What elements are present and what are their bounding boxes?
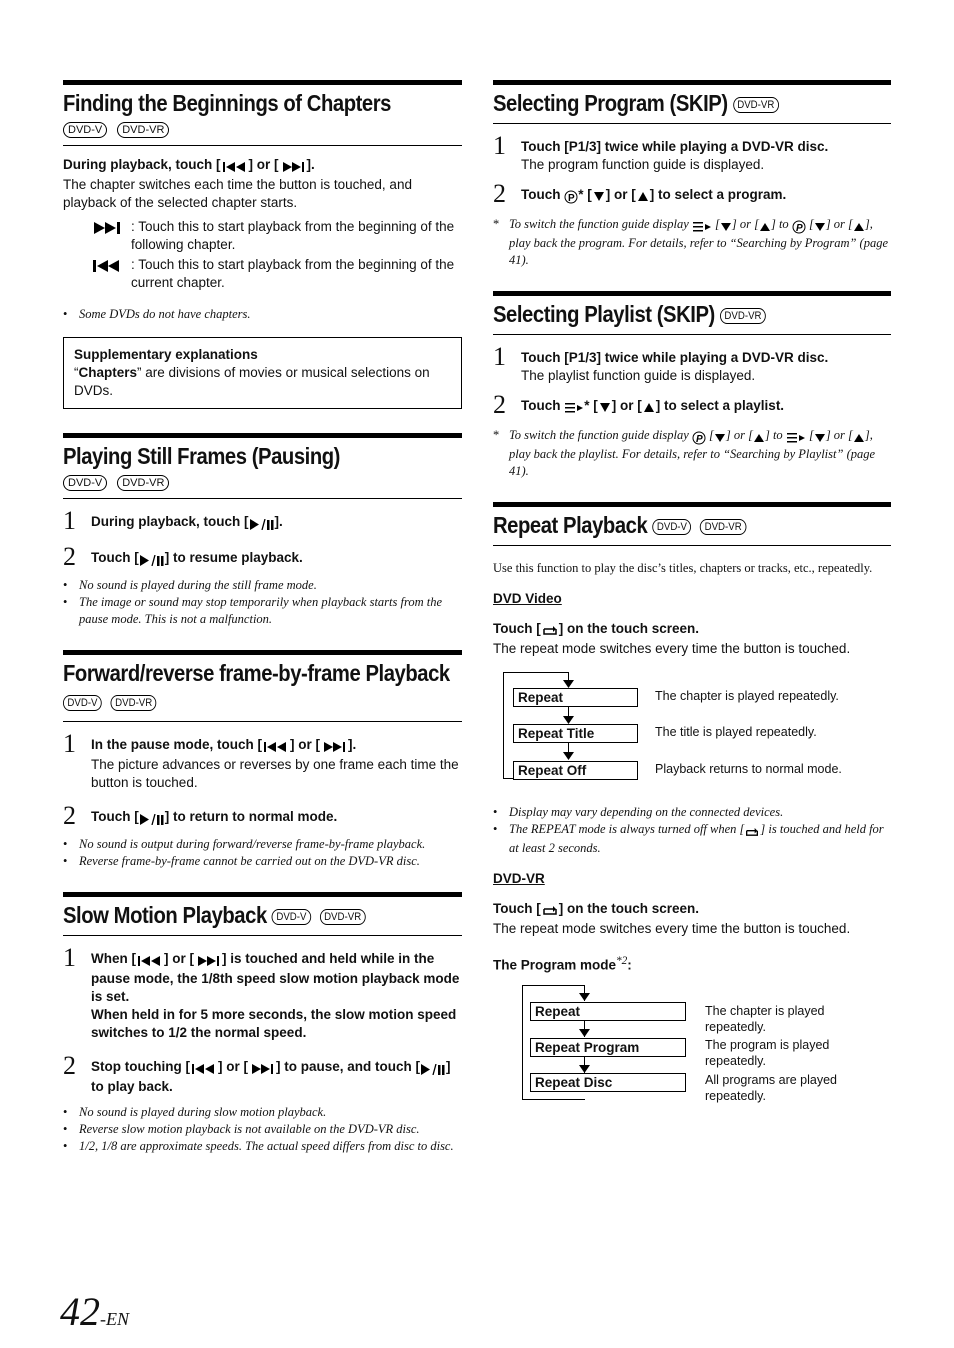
- badge-dvd-v: DVD-V: [63, 695, 102, 711]
- note-item: • 1/2, 1/8 are approximate speeds. The actual speed differs from disc to disc.: [63, 1139, 454, 1153]
- step-2: 2 Touch [ ] to return to normal mode.: [63, 801, 338, 830]
- up-arrow-icon: [853, 429, 865, 446]
- p-icon: [564, 188, 578, 206]
- p-icon: [692, 429, 706, 446]
- subhead-dvd-vr: DVD-VR: [493, 871, 545, 886]
- step-number: 1: [63, 729, 76, 758]
- step-1: [493, 131, 891, 174]
- down-arrow-icon: [714, 429, 726, 446]
- note-item: • Reverse slow motion playback is not available on the DVD-VR disc.: [63, 1122, 420, 1136]
- repeat-flow-dvd-video: [493, 672, 891, 790]
- mode-repeat: Repeat: [513, 688, 638, 707]
- badge-dvd-v: DVD-V: [63, 122, 107, 138]
- section-header: [63, 433, 462, 499]
- step-sub: The picture advances or reverses by one frame each time the button is touched.: [91, 757, 459, 790]
- svg-text:P: P: [568, 193, 575, 205]
- page-number: 42-EN: [60, 1289, 129, 1334]
- repeat-icon: [541, 902, 559, 920]
- lead-instruction: [63, 156, 462, 176]
- mode-desc: The title is played repeatedly.: [655, 725, 817, 739]
- step-2: 2 Touch [ ] to resume playback.: [63, 542, 303, 571]
- badge-dvd-vr: DVD-VR: [733, 97, 779, 113]
- down-arrow-icon: [598, 399, 612, 417]
- up-arrow-icon: [853, 218, 865, 235]
- arrow-down-icon: [563, 752, 574, 760]
- next-icon: [248, 1060, 276, 1078]
- step-number: 1: [63, 506, 76, 535]
- section-header: [63, 80, 462, 146]
- section-header: [63, 892, 462, 936]
- next-icon: [93, 219, 123, 237]
- repeat-flow-program-mode: [493, 985, 891, 1111]
- note-item: • Reverse frame-by-frame cannot be carried out on the DVD-VR disc.: [63, 854, 420, 868]
- badge-dvd-vr: DVD-VR: [320, 909, 366, 925]
- step-1: 1 When [ ] or [ ] is touched and held while in the pause mode, the 1/8th speed slow motion playback mode is set. When held in for 5 more seconds, the slow motion speed switches to 1/2 the normal speed.: [63, 950, 462, 1042]
- footnote-item: * To switch the function guide display P [ ] or [ ] to [ ] or [ ], play back the playlist. For details, refer to “Searching by Playlist” (page 41).: [493, 428, 876, 478]
- supp-title: Supplementary explanations: [74, 347, 258, 362]
- section-still-frames: [63, 433, 462, 628]
- notes: [63, 1104, 462, 1155]
- footnote: [493, 427, 891, 480]
- list-icon: [786, 429, 806, 446]
- badge-dvd-v: DVD-V: [63, 475, 107, 491]
- step-2: 2 Stop touching [ ] or [ ] to pause, and touch [ ] to play back.: [63, 1051, 451, 1094]
- step-1: [493, 342, 891, 385]
- step-number: 2: [63, 542, 76, 571]
- prev-icon: [136, 952, 164, 970]
- note-item: • Some DVDs do not have chapters.: [63, 307, 251, 321]
- mode-desc: The chapter is played repeatedly.: [705, 1003, 825, 1034]
- note-item: • The image or sound may stop temporarily when playback starts from the pause mode. This is not a malfunction.: [63, 595, 443, 626]
- arrow-down-icon: [579, 1065, 590, 1073]
- section-repeat-playback: [493, 502, 891, 1111]
- up-arrow-icon: [642, 399, 656, 417]
- step-number: 1: [493, 131, 506, 160]
- section-title: Playing Still Frames (Pausing): [63, 443, 340, 469]
- mode-desc: The chapter is played repeatedly.: [655, 689, 839, 703]
- left-column: [63, 80, 462, 1177]
- step-number: 2: [493, 390, 506, 419]
- step-2: 2 Touch P * [ ] or [ ] to select a program.: [493, 179, 787, 208]
- note-item: • The REPEAT mode is always turned off when [ ] is touched and held for at least 2 seconds.: [493, 822, 884, 855]
- prev-icon: [190, 1060, 218, 1078]
- next-desc: : Touch this to start playback from the beginning of the following chapter.: [131, 219, 455, 252]
- body-text: The chapter switches each time the button is touched, and playback of the selected chapter starts.: [63, 177, 412, 210]
- notes: [63, 577, 462, 628]
- section-title: Selecting Program (SKIP) DVD-VR: [493, 89, 788, 117]
- mode-repeat: Repeat: [530, 1002, 686, 1021]
- step-number: 2: [63, 801, 76, 830]
- list-icon: [692, 218, 712, 235]
- badge-dvd-v: DVD-V: [272, 909, 311, 925]
- play-pause-icon: [249, 515, 275, 533]
- notes: [63, 306, 462, 323]
- next-icon: [320, 738, 348, 756]
- lead-text-a: During playback, touch [: [63, 157, 221, 172]
- disc-badges: [63, 121, 462, 139]
- mode-desc: Playback returns to normal mode.: [655, 762, 842, 776]
- down-arrow-icon: [720, 218, 732, 235]
- footnote: [493, 216, 891, 269]
- step-2: 2 Touch * [ ] or [ ] to select a playlist.: [493, 390, 785, 419]
- repeat-icon: [541, 622, 559, 640]
- mode-repeat-disc: Repeat Disc: [530, 1073, 686, 1092]
- up-arrow-icon: [753, 429, 765, 446]
- prev-desc-row: [63, 256, 462, 292]
- mode-repeat-title: Repeat Title: [513, 724, 638, 743]
- up-arrow-icon: [636, 188, 650, 206]
- arrow-down-icon: [563, 716, 574, 724]
- notes: [493, 804, 891, 857]
- supp-text: “Chapters” are divisions of movies or musical selections on DVDs.: [74, 365, 430, 398]
- step-1: 1 In the pause mode, touch [ ] or [ ]. The picture advances or reverses by one frame each time the button is touched.: [63, 736, 462, 792]
- section-header: [63, 650, 462, 722]
- intro-text: Use this function to play the disc’s titles, chapters or tracks, etc., repeatedly.: [493, 561, 873, 575]
- next-icon: [194, 952, 222, 970]
- section-selecting-program: [493, 80, 891, 269]
- touch-instruction: Touch [ ] on the touch screen.: [493, 620, 891, 640]
- step-sub: The playlist function guide is displayed.: [521, 368, 756, 383]
- step-number: 1: [63, 943, 76, 972]
- badge-dvd-vr: DVD-VR: [720, 308, 766, 324]
- mode-desc: The program is played repeatedly.: [705, 1037, 830, 1068]
- up-arrow-icon: [759, 218, 771, 235]
- notes: [63, 836, 462, 870]
- badge-dvd-vr: DVD-VR: [700, 519, 746, 535]
- section-title: Forward/reverse frame-by-frame Playback DVD-V DVD-VR: [63, 660, 450, 709]
- badge-dvd-v: DVD-V: [652, 519, 691, 535]
- mode-repeat-off: Repeat Off: [513, 761, 638, 780]
- prev-icon: [221, 158, 249, 176]
- subhead-dvd-video: DVD Video: [493, 591, 562, 606]
- next-icon: [279, 158, 307, 176]
- down-arrow-icon: [592, 188, 606, 206]
- arrow-down-icon: [563, 680, 574, 688]
- prev-desc: : Touch this to start playback from the beginning of the current chapter.: [131, 257, 455, 290]
- step-text: Touch [P1/3] twice while playing a DVD-VR disc.: [521, 139, 829, 154]
- section-title: Selecting Playlist (SKIP) DVD-VR: [493, 300, 775, 328]
- right-column: [493, 80, 891, 1133]
- play-pause-icon: [139, 810, 165, 828]
- list-icon: [564, 399, 584, 417]
- repeat-icon: [744, 823, 760, 840]
- svg-text:P: P: [695, 434, 703, 446]
- section-title: Slow Motion Playback DVD-V DVD-VR: [63, 901, 374, 929]
- disc-badges: [63, 474, 462, 492]
- step-number: 1: [493, 342, 506, 371]
- note-item: • No sound is output during forward/reverse frame-by-frame playback.: [63, 837, 426, 851]
- badge-dvd-vr: DVD-VR: [117, 475, 169, 491]
- section-finding-chapters: [63, 80, 462, 409]
- badge-dvd-vr: DVD-VR: [117, 122, 169, 138]
- note-item: • No sound is played during slow motion playback.: [63, 1105, 327, 1119]
- arrow-down-icon: [579, 1029, 590, 1037]
- section-title: Repeat Playback DVD-V DVD-VR: [493, 511, 755, 539]
- mode-repeat-program: Repeat Program: [530, 1038, 686, 1057]
- step-sub: The program function guide is displayed.: [521, 157, 765, 172]
- section-frame-by-frame: [63, 650, 462, 870]
- step-number: 2: [63, 1051, 76, 1080]
- prev-icon: [262, 738, 290, 756]
- down-arrow-icon: [814, 218, 826, 235]
- section-title: Finding the Beginnings of Chapters: [63, 90, 391, 116]
- section-header: [493, 502, 891, 546]
- svg-text:P: P: [795, 223, 803, 235]
- play-pause-icon: [420, 1060, 446, 1078]
- section-slow-motion: [63, 892, 462, 1155]
- section-header: [493, 291, 891, 335]
- supplementary-box: [63, 337, 462, 409]
- lead-text-c: ].: [306, 157, 315, 172]
- step-text: When held in for 5 more seconds, the slow motion speed switches to 1/2 the normal speed.: [91, 1007, 457, 1040]
- footnote-item: * To switch the function guide display [ ] or [ ] to P [ ] or [ ], play back the program. For details, refer to “Searching by Program” (page 41).: [493, 217, 889, 267]
- switch-text: The repeat mode switches every time the button is touched.: [493, 641, 851, 656]
- step-1: 1 During playback, touch [ ].: [63, 506, 283, 535]
- arrow-down-icon: [579, 993, 590, 1001]
- step-number: 2: [493, 179, 506, 208]
- program-mode-label: The Program mode$^{*2}$:: [493, 955, 632, 973]
- note-item: • No sound is played during the still frame mode.: [63, 578, 317, 592]
- switch-text: The repeat mode switches every time the button is touched.: [493, 921, 851, 936]
- section-selecting-playlist: [493, 291, 891, 480]
- step-text: Touch [P1/3] twice while playing a DVD-VR disc.: [521, 350, 829, 365]
- section-header: [493, 80, 891, 124]
- play-pause-icon: [139, 551, 165, 569]
- mode-desc: All programs are played repeatedly.: [705, 1072, 838, 1103]
- next-desc-row: [63, 218, 462, 254]
- touch-instruction: Touch [ ] on the touch screen.: [493, 900, 891, 920]
- down-arrow-icon: [814, 429, 826, 446]
- prev-icon: [93, 257, 123, 275]
- lead-text-b: ] or [: [248, 157, 279, 172]
- p-icon: [792, 218, 806, 235]
- badge-dvd-vr: DVD-VR: [111, 695, 157, 711]
- note-item: • Display may vary depending on the connected devices.: [493, 805, 784, 819]
